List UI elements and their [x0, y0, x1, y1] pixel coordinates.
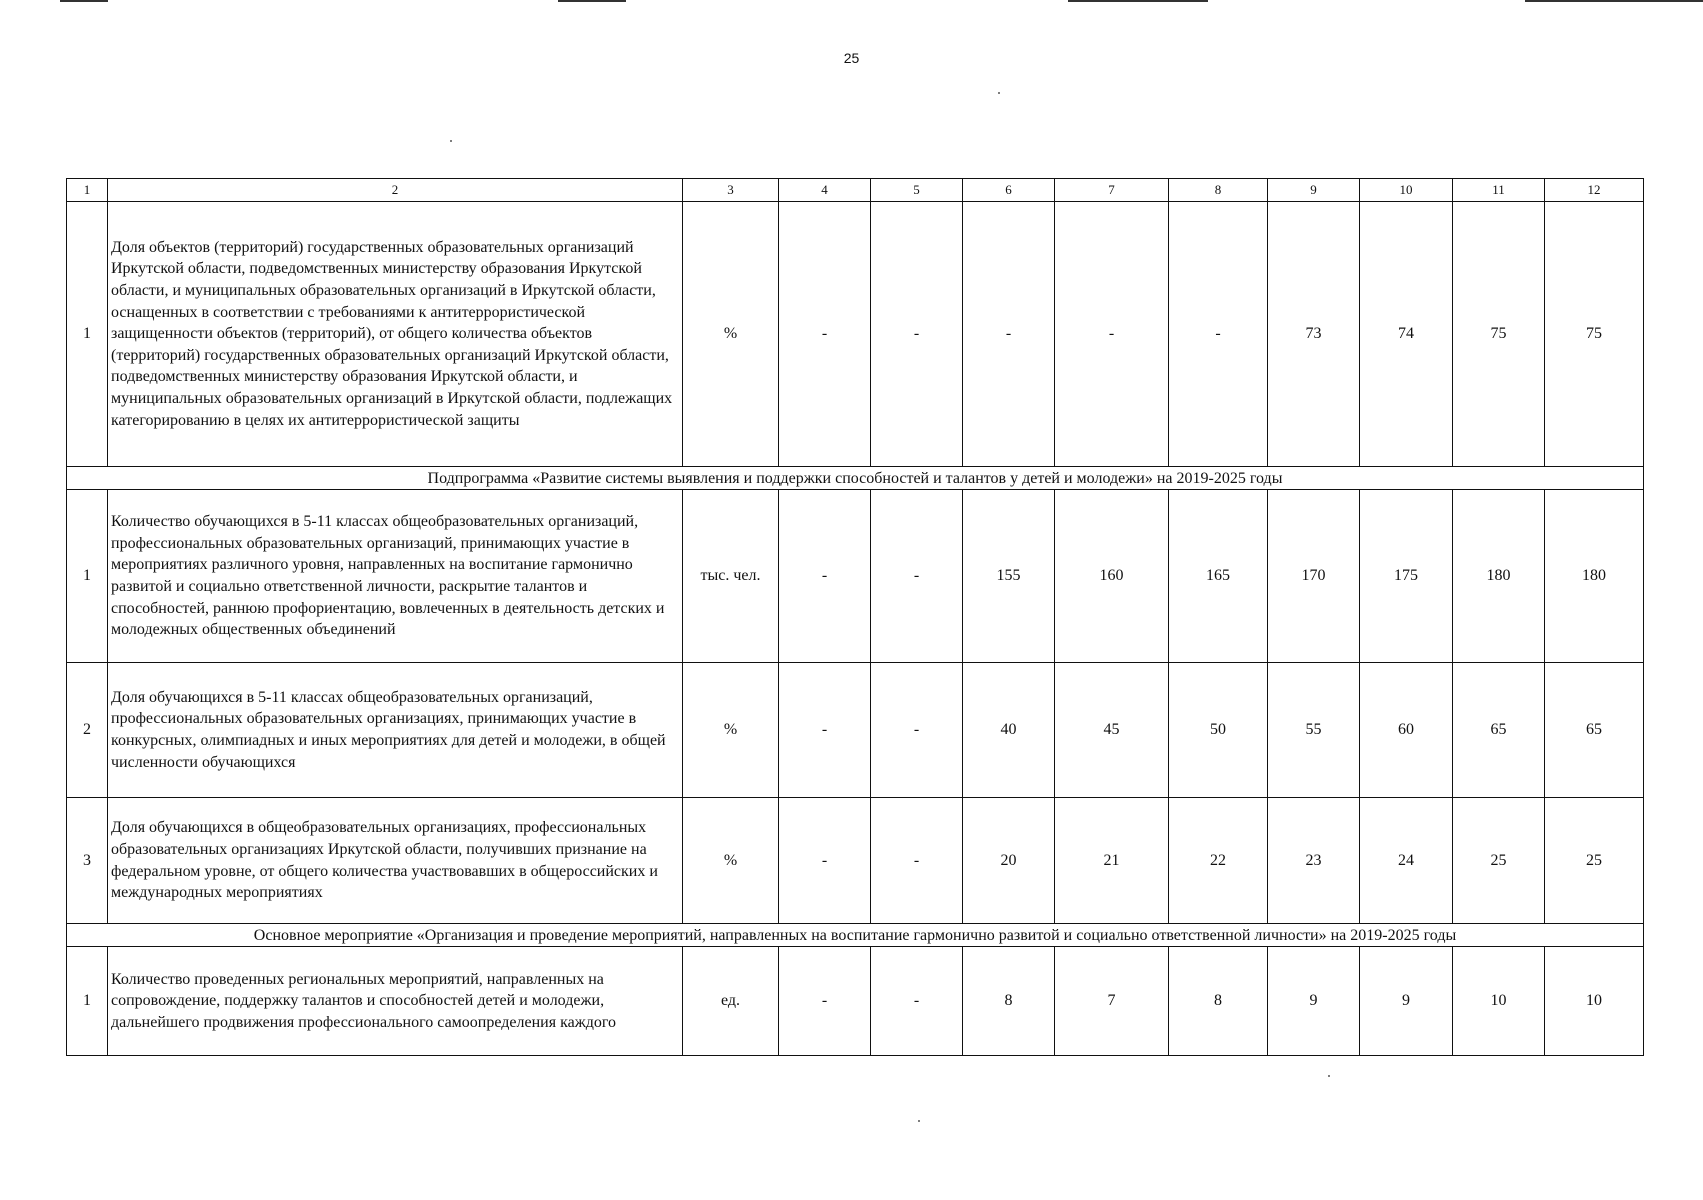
- scan-speck: [998, 92, 1000, 94]
- unit-cell: ед.: [683, 947, 779, 1056]
- value-cell: 9: [1360, 947, 1453, 1056]
- value-cell: 10: [1453, 947, 1545, 1056]
- value-cell: -: [871, 202, 963, 467]
- header-cell: 2: [108, 179, 683, 202]
- table-row: [67, 947, 1644, 1056]
- header-cell: 7: [1055, 179, 1169, 202]
- header-cell: 12: [1545, 179, 1644, 202]
- value-cell: 60: [1360, 663, 1453, 798]
- scan-speck: [450, 140, 452, 142]
- value-cell: 50: [1169, 663, 1268, 798]
- value-cell: 165: [1169, 490, 1268, 663]
- value-cell: -: [779, 798, 871, 924]
- header-cell: 8: [1169, 179, 1268, 202]
- value-cell: -: [1169, 202, 1268, 467]
- value-cell: -: [779, 663, 871, 798]
- value-cell: 21: [1055, 798, 1169, 924]
- header-cell: 5: [871, 179, 963, 202]
- value-cell: 74: [1360, 202, 1453, 467]
- value-cell: 25: [1545, 798, 1644, 924]
- scan-edge-top-4: [1525, 0, 1703, 2]
- value-cell: 55: [1268, 663, 1360, 798]
- value-cell: 20: [963, 798, 1055, 924]
- value-cell: -: [779, 947, 871, 1056]
- value-cell: 155: [963, 490, 1055, 663]
- scan-edge-top-2: [558, 0, 626, 2]
- indicator-description: Количество обучающихся в 5-11 классах общеобразовательных организаций, профессиональных образовательных организаций, принимающих участие в мероприятиях различного уровня, направленных на воспитание гармонично развитой и социально ответственной личности, раскрытие талантов и способностей, раннюю профориентацию, вовлеченных в деятельность детских и молодежных общественных объединений: [108, 490, 683, 663]
- table-row: [67, 490, 1644, 663]
- value-cell: 65: [1545, 663, 1644, 798]
- value-cell: 75: [1453, 202, 1545, 467]
- value-cell: 8: [963, 947, 1055, 1056]
- indicators-table: [66, 178, 1644, 1056]
- unit-cell: %: [683, 663, 779, 798]
- value-cell: 175: [1360, 490, 1453, 663]
- value-cell: 40: [963, 663, 1055, 798]
- value-cell: -: [871, 947, 963, 1056]
- header-row: [67, 179, 1644, 202]
- value-cell: 75: [1545, 202, 1644, 467]
- header-cell: 6: [963, 179, 1055, 202]
- row-number: 1: [67, 202, 108, 467]
- value-cell: 180: [1453, 490, 1545, 663]
- unit-cell: тыс. чел.: [683, 490, 779, 663]
- value-cell: 10: [1545, 947, 1644, 1056]
- value-cell: 8: [1169, 947, 1268, 1056]
- value-cell: 160: [1055, 490, 1169, 663]
- value-cell: 180: [1545, 490, 1644, 663]
- section-heading-row: [67, 924, 1644, 947]
- value-cell: -: [779, 202, 871, 467]
- value-cell: -: [1055, 202, 1169, 467]
- header-cell: 9: [1268, 179, 1360, 202]
- value-cell: 73: [1268, 202, 1360, 467]
- indicator-description: Количество проведенных региональных мероприятий, направленных на сопровождение, поддержку талантов и способностей детей и молодежи, дальнейшего продвижения профессионального самоопределения каждого: [108, 947, 683, 1056]
- value-cell: 45: [1055, 663, 1169, 798]
- scan-edge-top-3: [1068, 0, 1208, 2]
- row-number: 3: [67, 798, 108, 924]
- value-cell: -: [779, 490, 871, 663]
- section-heading-row: [67, 467, 1644, 490]
- value-cell: 170: [1268, 490, 1360, 663]
- scan-edge-top-1: [60, 0, 108, 2]
- page-number: 25: [843, 50, 860, 66]
- table-row: [67, 202, 1644, 467]
- value-cell: 9: [1268, 947, 1360, 1056]
- scan-speck: [1328, 1075, 1330, 1077]
- section-heading: Основное мероприятие «Организация и проведение мероприятий, направленных на воспитание гармонично развитой и социально ответственной личности» на 2019-2025 годы: [67, 924, 1644, 947]
- unit-cell: %: [683, 202, 779, 467]
- row-number: 1: [67, 490, 108, 663]
- table-row: [67, 663, 1644, 798]
- value-cell: 23: [1268, 798, 1360, 924]
- indicator-description: Доля объектов (территорий) государственных образовательных организаций Иркутской области, подведомственных министерству образования Иркутской области, и муниципальных образовательных организаций в Иркутской области, оснащенных в соответствии с требованиями к антитеррористической защищенности объектов (территорий), от общего количества объектов (территорий) государственных образовательных организаций Иркутской области, подведомственных министерству образования Иркутской области, и муниципальных образовательных организаций в Иркутской области, подлежащих категорированию в целях их антитеррористической защиты: [108, 202, 683, 467]
- row-number: 1: [67, 947, 108, 1056]
- indicator-description: Доля обучающихся в общеобразовательных организациях, профессиональных образовательных организациях Иркутской области, получивших признание на федеральном уровне, от общего количества участвовавших в общероссийских и международных мероприятиях: [108, 798, 683, 924]
- value-cell: -: [871, 490, 963, 663]
- header-cell: 11: [1453, 179, 1545, 202]
- scan-speck: [918, 1120, 920, 1122]
- value-cell: 7: [1055, 947, 1169, 1056]
- value-cell: 22: [1169, 798, 1268, 924]
- header-cell: 1: [67, 179, 108, 202]
- table-row: [67, 798, 1644, 924]
- header-cell: 4: [779, 179, 871, 202]
- unit-cell: %: [683, 798, 779, 924]
- value-cell: 25: [1453, 798, 1545, 924]
- value-cell: 24: [1360, 798, 1453, 924]
- value-cell: 65: [1453, 663, 1545, 798]
- value-cell: -: [963, 202, 1055, 467]
- row-number: 2: [67, 663, 108, 798]
- header-cell: 10: [1360, 179, 1453, 202]
- value-cell: -: [871, 663, 963, 798]
- header-cell: 3: [683, 179, 779, 202]
- section-heading: Подпрограмма «Развитие системы выявления и поддержки способностей и талантов у детей и молодежи» на 2019-2025 годы: [67, 467, 1644, 490]
- indicator-description: Доля обучающихся в 5-11 классах общеобразовательных организаций, профессиональных образовательных организациях, принимающих участие в конкурсных, олимпиадных и иных мероприятиях для детей и молодежи, в общей численности обучающихся: [108, 663, 683, 798]
- value-cell: -: [871, 798, 963, 924]
